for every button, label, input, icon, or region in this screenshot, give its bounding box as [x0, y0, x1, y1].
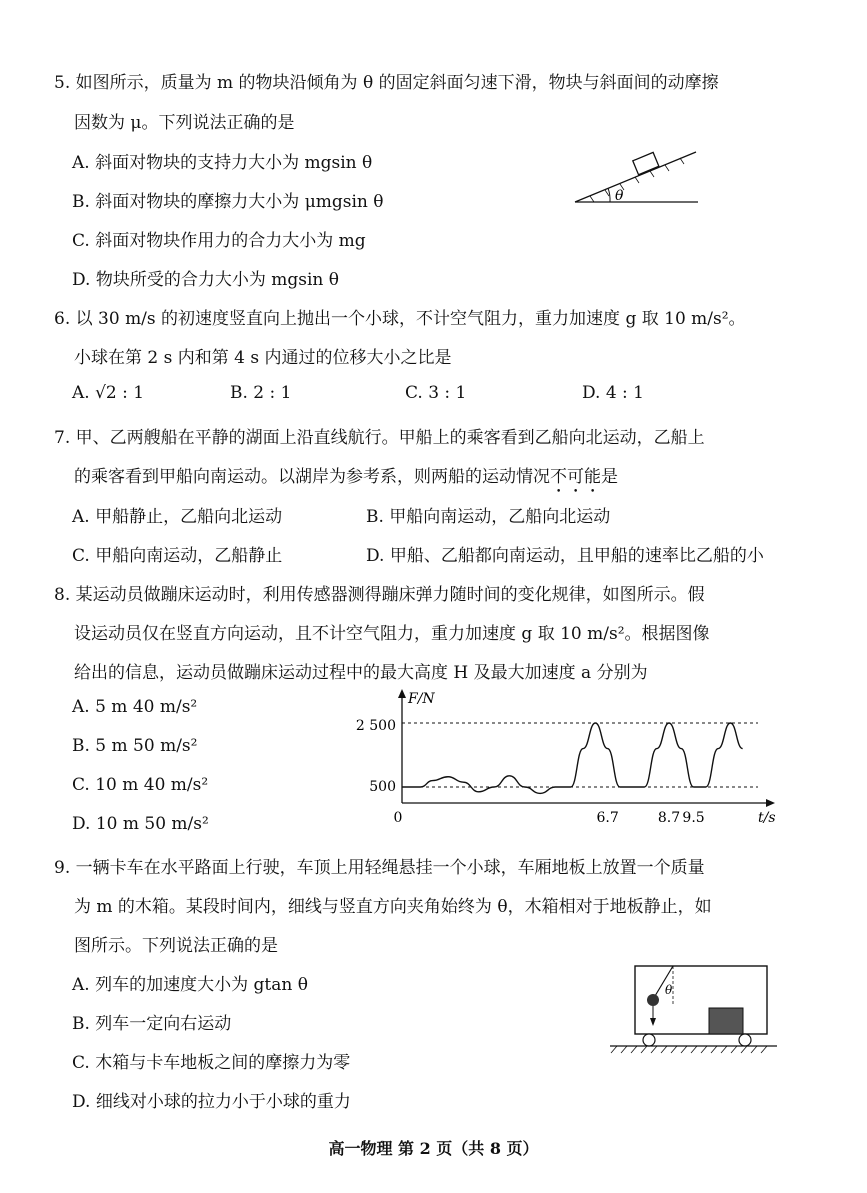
q6-stem-line2: 小球在第 2 s 内和第 4 s 内通过的位移大小之比是 — [74, 348, 452, 368]
q7-option-a: A. 甲船静止，乙船向北运动 — [72, 507, 283, 527]
y-tick-500: 500 — [369, 779, 396, 795]
q6-option-c: C. 3 : 1 — [405, 383, 467, 403]
q7-stem-line2-a: 的乘客看到甲船向南运动。以湖岸为参考系，则两船的运动情况 — [74, 467, 550, 487]
q7-option-c: C. 甲船向南运动，乙船静止 — [72, 546, 283, 566]
q8-option-c: C. 10 m 40 m/s² — [72, 775, 209, 795]
q8-option-a: A. 5 m 40 m/s² — [72, 697, 198, 717]
force-curve-0 — [402, 723, 743, 793]
page-footer: 高一物理 第 2 页（共 8 页） — [328, 1139, 539, 1158]
q7-stem-line1: 7. 甲、乙两艘船在平静的湖面上沿直线航行。甲船上的乘客看到乙船向北运动，乙船上 — [54, 428, 705, 448]
x-tick-0: 0 — [393, 810, 403, 826]
q5-option-d: D. 物块所受的合力大小为 mgsin θ — [72, 270, 339, 290]
q6-option-d: D. 4 : 1 — [582, 383, 644, 403]
q5-stem-line2: 因数为 μ。下列说法正确的是 — [74, 113, 295, 133]
q9-theta-label: θ — [665, 983, 673, 997]
q9-stem-line1: 9. 一辆卡车在水平路面上行驶，车顶上用轻绳悬挂一个小球，车厢地板上放置一个质量 — [54, 858, 705, 878]
y-axis-label: F/N — [408, 691, 435, 707]
x-tick-3: 9.5 — [682, 810, 705, 826]
q6-option-a: A. √2 : 1 — [72, 383, 145, 403]
q5-option-a: A. 斜面对物块的支持力大小为 mgsin θ — [72, 153, 373, 173]
y-axis-arrow — [398, 689, 406, 698]
q5-incline-figure — [570, 140, 705, 210]
y-tick-2500: 2 500 — [355, 718, 396, 734]
q7-option-d: D. 甲船、乙船都向南运动，且甲船的速率比乙船的小 — [366, 546, 764, 566]
x-axis-arrow — [766, 799, 775, 807]
q6-stem-line1: 6. 以 30 m/s 的初速度竖直向上抛出一个小球，不计空气阻力，重力加速度 g 取 10 m/s²。 — [54, 309, 746, 329]
q9-option-c: C. 木箱与卡车地板之间的摩擦力为零 — [72, 1053, 351, 1073]
q5-option-b: B. 斜面对物块的摩擦力大小为 μmgsin θ — [72, 192, 384, 212]
q5-option-c: C. 斜面对物块作用力的合力大小为 mg — [72, 231, 366, 251]
q8-stem-line3: 给出的信息，运动员做蹦床运动过程中的最大高度 H 及最大加速度 a 分别为 — [74, 663, 648, 683]
q7-emphasis: 不可能 — [550, 467, 601, 487]
q8-stem-line1: 8. 某运动员做蹦床运动时，利用传感器测得蹦床弹力随时间的变化规律，如图所示。假 — [54, 585, 705, 605]
q9-truck-figure — [605, 962, 780, 1072]
q9-option-b: B. 列车一定向右运动 — [72, 1014, 232, 1034]
force-time-chart — [355, 685, 785, 830]
q5-theta-label: θ — [615, 188, 624, 204]
x-tick-2: 8.7 — [657, 810, 681, 826]
q7-stem-line2-c: 是 — [601, 467, 618, 487]
q7-stem-line2 — [74, 462, 618, 497]
q9-stem-line2: 为 m 的木箱。某段时间内，细线与竖直方向夹角始终为 θ，木箱相对于地板静止，如 — [74, 897, 712, 917]
q9-option-a: A. 列车的加速度大小为 gtan θ — [72, 975, 308, 995]
q9-stem-line3: 图所示。下列说法正确的是 — [74, 936, 278, 956]
q8-option-b: B. 5 m 50 m/s² — [72, 736, 198, 756]
q7-option-b: B. 甲船向南运动，乙船向北运动 — [366, 507, 611, 527]
x-tick-1: 6.7 — [596, 810, 619, 826]
x-axis-label: t/s — [758, 810, 776, 826]
q8-stem-line2: 设运动员仅在竖直方向运动，且不计空气阻力，重力加速度 g 取 10 m/s²。根据图像 — [74, 624, 710, 644]
q9-option-d: D. 细线对小球的拉力小于小球的重力 — [72, 1092, 351, 1112]
q5-stem-line1: 5. 如图所示，质量为 m 的物块沿倾角为 θ 的固定斜面匀速下滑，物块与斜面间的动摩擦 — [54, 73, 719, 93]
q8-option-d: D. 10 m 50 m/s² — [72, 814, 209, 834]
q6-option-b: B. 2 : 1 — [230, 383, 292, 403]
